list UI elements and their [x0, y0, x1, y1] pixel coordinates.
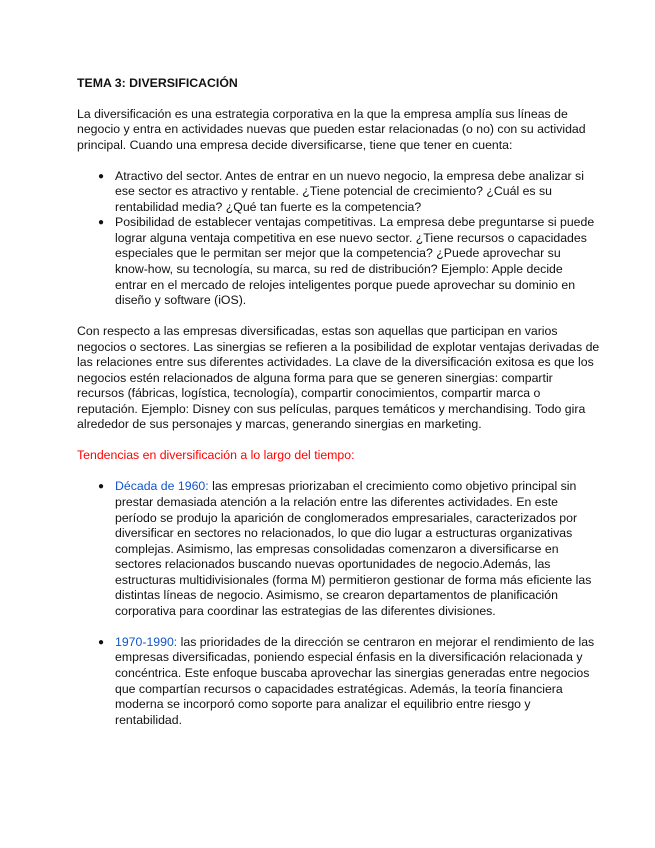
bullet-icon: ●	[98, 481, 105, 493]
text-line: negocios o sectores. Las sinergias se refieren a la posibilidad de explotar ventajas derivadas de	[77, 339, 600, 354]
document-title: TEMA 3: DIVERSIFICACIÓN	[77, 76, 238, 90]
period-label: 1970-1990:	[115, 634, 178, 649]
list-item	[77, 479, 592, 619]
text-line: sectores relacionados buscando nuevas oportunidades de negocio.Además, las	[115, 557, 551, 572]
bullet-icon: ●	[98, 217, 105, 229]
text-line: La diversificación es una estrategia corporativa en la que la empresa amplía sus líneas de	[77, 106, 568, 121]
text-line: rentabilidad.	[115, 712, 182, 727]
factors-list	[77, 168, 595, 309]
text-line: entrar en el mercado de relojes inteligentes porque puede aprovechar su dominio en	[115, 277, 576, 292]
text-line: principal. Cuando una empresa decide diversificarse, tiene que tener en cuenta:	[77, 137, 513, 152]
bullet-icon: ●	[98, 170, 105, 182]
text-line: negocio y entra en actividades nuevas que pueden estar relacionadas (o no) con su actividad	[77, 122, 586, 137]
text-fragment: las prioridades de la dirección se centraron en mejorar el rendimiento de las	[177, 634, 595, 649]
text-line: know-how, su tecnología, su marca, su red de distribución? Ejemplo: Apple decide	[115, 261, 563, 276]
text-line: prestar demasiada atención a la relación entre las diferentes actividades. En este	[115, 495, 558, 510]
text-line: recursos (fábricas, logística, tecnología), compartir conocimientos, compartir marca o	[77, 386, 541, 401]
text-line: moderna se incorporó como soporte para analizar el equilibrio entre riesgo y	[115, 697, 531, 712]
text-line: Con respecto a las empresas diversificadas, estas son aquellas que participan en varios	[77, 324, 558, 339]
trends-list	[77, 479, 595, 728]
trends-heading: Tendencias en diversificación a lo largo del tiempo:	[77, 448, 355, 463]
text-line: lograr alguna ventaja competitiva en ese nuevo sector. ¿Tiene recursos o capacidades	[115, 230, 587, 245]
text-line: Atractivo del sector. Antes de entrar en un nuevo negocio, la empresa debe analizar si	[115, 168, 584, 183]
text-line: ese sector es atractivo y rentable. ¿Tiene potencial de crecimiento? ¿Cuál es su	[115, 184, 552, 199]
text-line: alrededor de sus personajes y marcas, generando sinergias en marketing.	[77, 417, 482, 432]
text-line: diseño y software (iOS).	[115, 293, 247, 308]
text-line: diversificar en sectores no relacionados, lo que dio lugar a estructuras organizativas	[115, 526, 573, 541]
list-item	[77, 215, 595, 308]
text-line: distintas líneas de negocio. Asimismo, se crearon departamentos de planificación	[115, 588, 558, 603]
list-item	[77, 634, 595, 728]
synergy-paragraph	[77, 324, 600, 433]
text-line: reputación. Ejemplo: Disney con sus películas, parques temáticos y merchandising. Todo gira	[77, 401, 586, 416]
period-label: Década de 1960:	[115, 479, 209, 494]
text-line: empresas diversificadas, poniendo especial énfasis en la diversificación relacionada y	[115, 650, 583, 665]
intro-paragraph	[77, 107, 587, 154]
text-line: las relaciones entre sus diferentes actividades. La clave de la diversificación exitosa es que los	[77, 355, 594, 370]
text-line: estructuras multidivisionales (forma M) permitieron gestionar de forma más eficiente las	[115, 572, 592, 587]
text-line	[115, 479, 587, 495]
text-fragment: las empresas priorizaban el crecimiento como objetivo principal sin	[208, 479, 577, 494]
text-line: especiales que le permitan ser mejor que la competencia? ¿Puede aprovechar su	[115, 246, 561, 261]
text-line: rentabilidad media? ¿Qué tan fuerte es la competencia?	[115, 199, 422, 214]
text-line: negocios estén relacionados de alguna forma para que se generen sinergias: compartir	[77, 370, 553, 385]
text-line: Posibilidad de establecer ventajas competitivas. La empresa debe preguntarse si puede	[115, 215, 595, 230]
list-item	[77, 169, 587, 216]
text-line: período se produjo la aparición de conglomerados empresariales, caracterizados por	[115, 510, 578, 525]
text-line: complejas. Asimismo, las empresas consolidadas comenzaron a diversificarse en	[115, 541, 559, 556]
text-line: que compartían recursos o capacidades estratégicas. Además, la teoría financiera	[115, 681, 563, 696]
text-line: concéntrica. Este enfoque buscaba aprovechar las sinergias generadas entre negocios	[115, 666, 590, 680]
document-page	[77, 76, 600, 744]
text-line	[115, 634, 595, 651]
text-line: corporativa para coordinar las estrategias de las diferentes divisiones.	[115, 603, 496, 618]
bullet-icon: ●	[98, 636, 105, 648]
